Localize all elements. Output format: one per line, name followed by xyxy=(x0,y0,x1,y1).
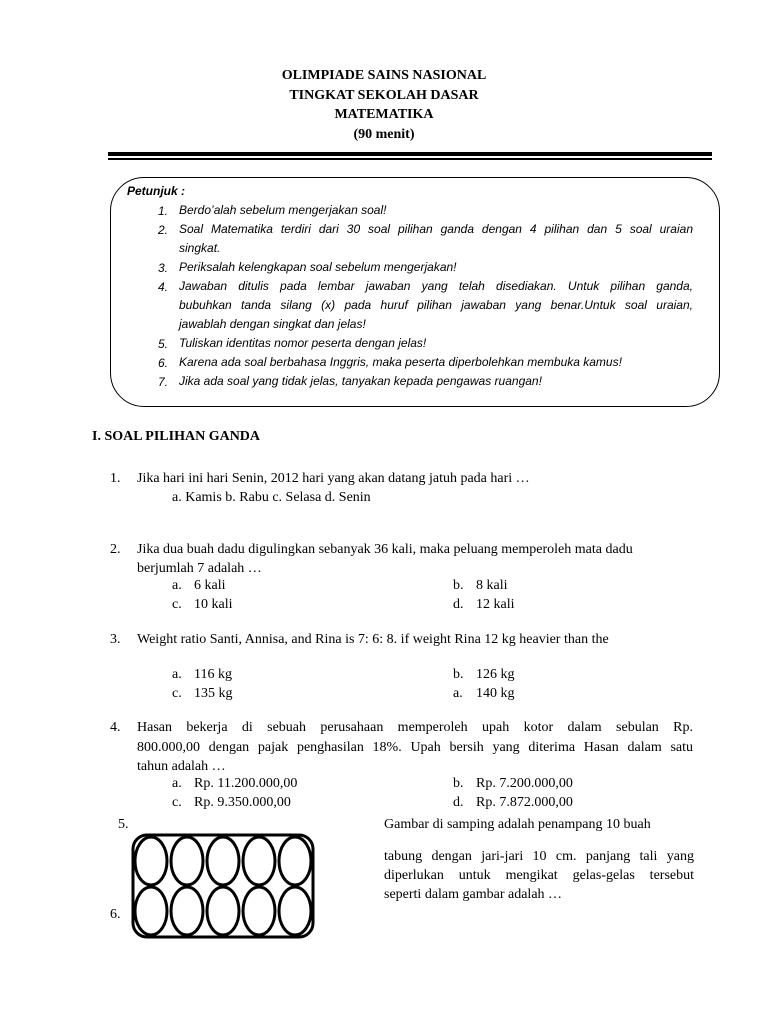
cylinder-circle xyxy=(171,837,203,885)
cylinder-circle xyxy=(171,887,203,935)
question-text-cont: seperti dalam gambar adalah … xyxy=(384,887,563,902)
option-text: 135 kg xyxy=(194,686,233,701)
question-number: 5. xyxy=(118,817,129,832)
instruction-item: Jawaban ditulis pada lembar jawaban yang telah disediakan. Untuk pilihan ganda, xyxy=(179,279,693,293)
title-line-1: OLIMPIADE SAINS NASIONAL xyxy=(281,68,487,83)
cylinder-circle xyxy=(207,887,239,935)
instruction-item-cont: bubuhkan tanda silang (x) pada huruf pilihan jawaban yang benar.Untuk soal uraian, xyxy=(179,298,693,312)
instruction-item: Soal Matematika terdiri dari 30 soal pilihan ganda dengan 4 pilihan dan 5 soal uraian xyxy=(179,222,693,236)
cylinder-circle xyxy=(135,887,167,935)
option-text: 8 kali xyxy=(476,578,508,593)
ten-cylinders-figure xyxy=(128,830,318,942)
question-text: Weight ratio Santi, Annisa, and Rina is 7: 6: 8. if weight Rina 12 kg heavier than the xyxy=(137,632,609,647)
option-text: Rp. 11.200.000,00 xyxy=(194,776,298,791)
question-text-cont: tabung dengan jari-jari 10 cm. panjang tali yang xyxy=(384,849,694,864)
option-letter: a. xyxy=(172,667,182,682)
instruction-number: 1. xyxy=(157,204,168,218)
section-title: I. SOAL PILIHAN GANDA xyxy=(92,429,261,444)
question-text-cont: tahun adalah … xyxy=(137,759,226,774)
option-letter: d. xyxy=(453,795,464,810)
question-number: 6. xyxy=(110,907,121,922)
question-number: 2. xyxy=(110,542,121,557)
instruction-item-cont: singkat. xyxy=(179,241,221,255)
question-text: Jika dua buah dadu digulingkan sebanyak 36 kali, maka peluang memperoleh mata dadu xyxy=(137,542,633,557)
option-text: 6 kali xyxy=(194,578,226,593)
instruction-item: Periksalah kelengkapan soal sebelum mengerjakan! xyxy=(179,260,457,274)
instruction-item: Karena ada soal berbahasa Inggris, maka peserta diperbolehkan membuka kamus! xyxy=(179,355,622,369)
title-line-2: TINGKAT SEKOLAH DASAR xyxy=(289,87,479,103)
question-number: 4. xyxy=(110,720,121,735)
header-rule-thin xyxy=(108,158,712,160)
question-number: 3. xyxy=(110,632,121,647)
option-letter: a. xyxy=(172,578,182,593)
instructions-title: Petunjuk : xyxy=(127,184,186,198)
option-letter: b. xyxy=(453,578,464,593)
option-text: 126 kg xyxy=(476,667,515,682)
question-text-cont: 800.000,00 dengan pajak penghasilan 18%. Upah bersih yang diterima Hasan dalam satu xyxy=(137,740,693,755)
cylinder-circle xyxy=(279,837,311,885)
instruction-number: 4. xyxy=(157,280,168,294)
option-text: Rp. 7.200.000,00 xyxy=(476,776,573,791)
instruction-item: Berdo’alah sebelum mengerjakan soal! xyxy=(179,203,387,217)
title-duration: (90 menit) xyxy=(353,126,415,142)
option-text: 116 kg xyxy=(194,667,232,682)
header-rule-thick xyxy=(108,152,712,156)
question-text-cont: diperlukan untuk mengikat gelas-gelas tersebut xyxy=(384,868,694,883)
option-letter: d. xyxy=(453,597,464,612)
question-text: Jika hari ini hari Senin, 2012 hari yang akan datang jatuh pada hari … xyxy=(137,471,530,486)
instruction-number: 3. xyxy=(157,261,168,275)
option-letter: a. xyxy=(172,776,182,791)
cylinder-circle xyxy=(135,837,167,885)
instruction-number: 5. xyxy=(157,337,168,351)
title-line-3: MATEMATIKA xyxy=(334,107,434,122)
instruction-number: 7. xyxy=(157,375,168,389)
instruction-number: 2. xyxy=(157,223,168,237)
question-number: 1. xyxy=(110,471,121,486)
question-text: Hasan bekerja di sebuah perusahaan memperoleh upah kotor dalam sebulan Rp. xyxy=(137,720,693,735)
cylinder-circle xyxy=(279,887,311,935)
instruction-item-cont: jawablah dengan singkat dan jelas! xyxy=(179,317,366,331)
question-text-cont: berjumlah 7 adalah … xyxy=(137,561,262,576)
option-letter: c. xyxy=(172,795,182,810)
instruction-item: Tuliskan identitas nomor peserta dengan jelas! xyxy=(179,336,427,350)
option-text: 10 kali xyxy=(194,597,233,612)
instruction-number: 6. xyxy=(157,356,168,370)
cylinder-circle xyxy=(243,837,275,885)
option-letter: b. xyxy=(453,776,464,791)
option-text: Rp. 9.350.000,00 xyxy=(194,795,291,810)
option-letter: a. xyxy=(453,686,463,701)
option-text: 140 kg xyxy=(476,686,515,701)
instruction-item: Jika ada soal yang tidak jelas, tanyakan kepada pengawas ruangan! xyxy=(179,374,542,388)
option-text: 12 kali xyxy=(476,597,515,612)
option-letter: b. xyxy=(453,667,464,682)
option-letter: c. xyxy=(172,686,182,701)
question-options: a. Kamis b. Rabu c. Selasa d. Senin xyxy=(172,490,371,505)
option-letter: c. xyxy=(172,597,182,612)
cylinder-circle xyxy=(243,887,275,935)
option-text: Rp. 7.872.000,00 xyxy=(476,795,573,810)
question-text: Gambar di samping adalah penampang 10 buah xyxy=(384,817,651,832)
cylinder-circle xyxy=(207,837,239,885)
